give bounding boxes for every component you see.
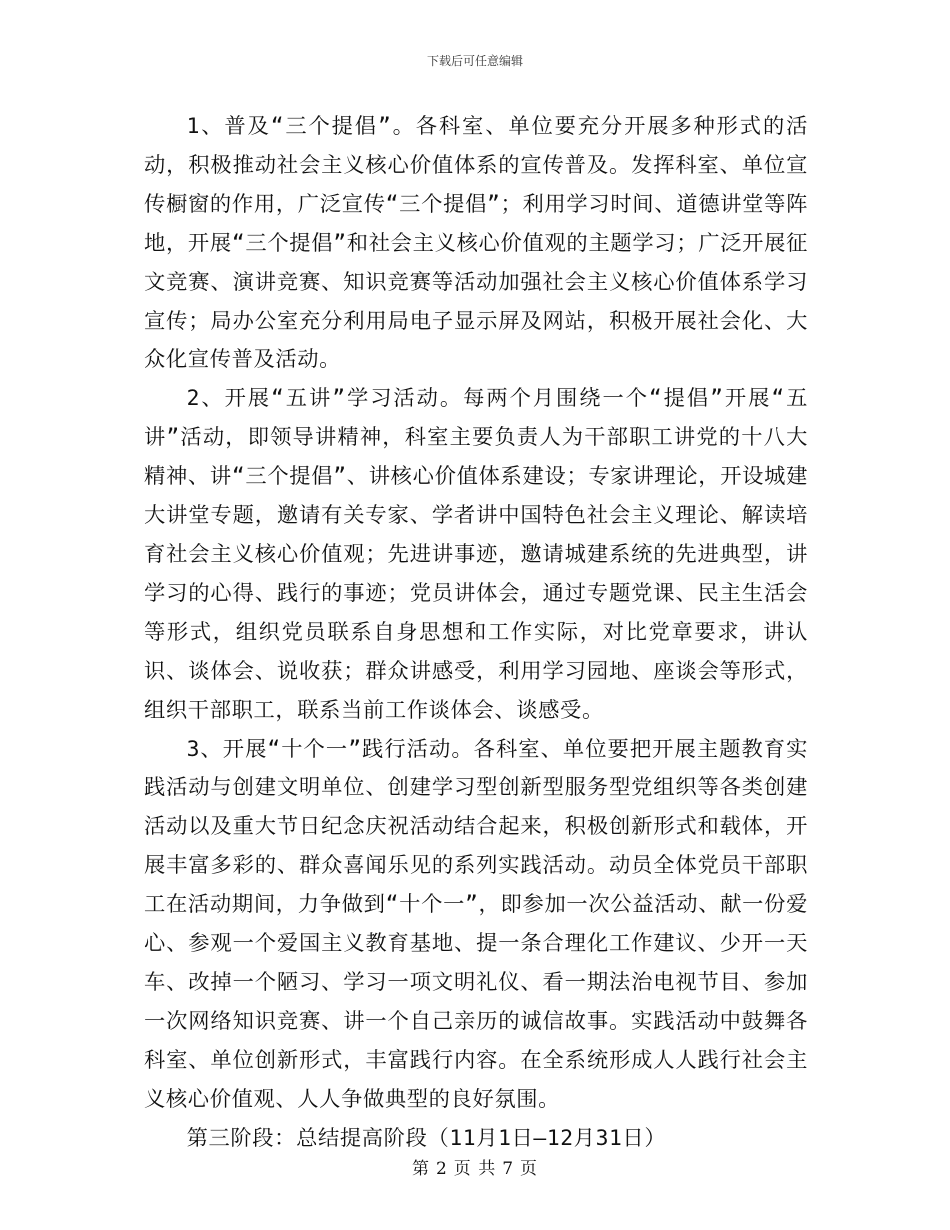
footer-total-pages: 7 (502, 1159, 515, 1179)
footer-prefix: 第 (411, 1159, 430, 1179)
paragraph-ten-ones: 3、开展“十个一”践行活动。各科室、单位要把开展主题教育实践活动与创建文明单位、创建学习型创新型服务型党组织等各类创建活动以及重大节日纪念庆祝活动结合起来，积极创新形式和载体，开展丰富多彩的、群众喜闻乐见的系列实践活动。动员全体党员干部职工在活动期间，力争做到“十个一”，即参加一次公益活动、献一份爱心、参观一个爱国主义教育基地、提一条合理化工作建议、少开一天车、改掉一个陋习、学习一项文明礼仪、看一期法治电视节目、参加一次网络知识竞赛、讲一个自己亲历的诚信故事。实践活动中鼓舞各科室、单位创新形式，丰富践行内容。在全系统形成人人践行社会主义核心价值观、人人争做典型的良好氛围。 (144, 736, 808, 1112)
page-footer (0, 1154, 950, 1179)
footer-middle: 页 共 (453, 1159, 497, 1179)
stage-heading: 第三阶段：总结提高阶段（11月1日—12月31日） (186, 1125, 667, 1151)
paragraph-five-lectures: 2、开展“五讲”学习活动。每两个月围绕一个“提倡”开展“五讲”活动，即领导讲精神，科室主要负责人为干部职工讲党的十八大精神、讲“三个提倡”、讲核心价值体系建设；专家讲理论，开设城建大讲堂专题，邀请有关专家、学者讲中国特色社会主义理论、解读培育社会主义核心价值观；先进讲事迹，邀请城建系统的先进典型，讲学习的心得、践行的事迹；党员讲体会，通过专题党课、民主生活会等形式，组织党员联系自身思想和工作实际，对比党章要求，讲认识、谈体会、说收获；群众讲感受，利用学习园地、座谈会等形式，组织干部职工，联系当前工作谈体会、谈感受。 (144, 386, 808, 723)
paragraph-promote-three-advocacies: 1、普及“三个提倡”。各科室、单位要充分开展多种形式的活动，积极推动社会主义核心价值体系的宣传普及。发挥科室、单位宣传橱窗的作用，广泛宣传“三个提倡”；利用学习时间、道德讲堂等阵地，开展“三个提倡”和社会主义核心价值观的主题学习；广泛开展征文竞赛、演讲竞赛、知识竞赛等活动加强社会主义核心价值体系学习宣传；局办公室充分利用局电子显示屏及网站，积极开展社会化、大众化宣传普及活动。 (144, 114, 808, 373)
footer-current-page: 2 (435, 1159, 448, 1179)
footer-suffix: 页 (520, 1159, 539, 1179)
page-header: 下载后可任意编辑 (426, 54, 523, 68)
document-body (144, 108, 808, 1158)
